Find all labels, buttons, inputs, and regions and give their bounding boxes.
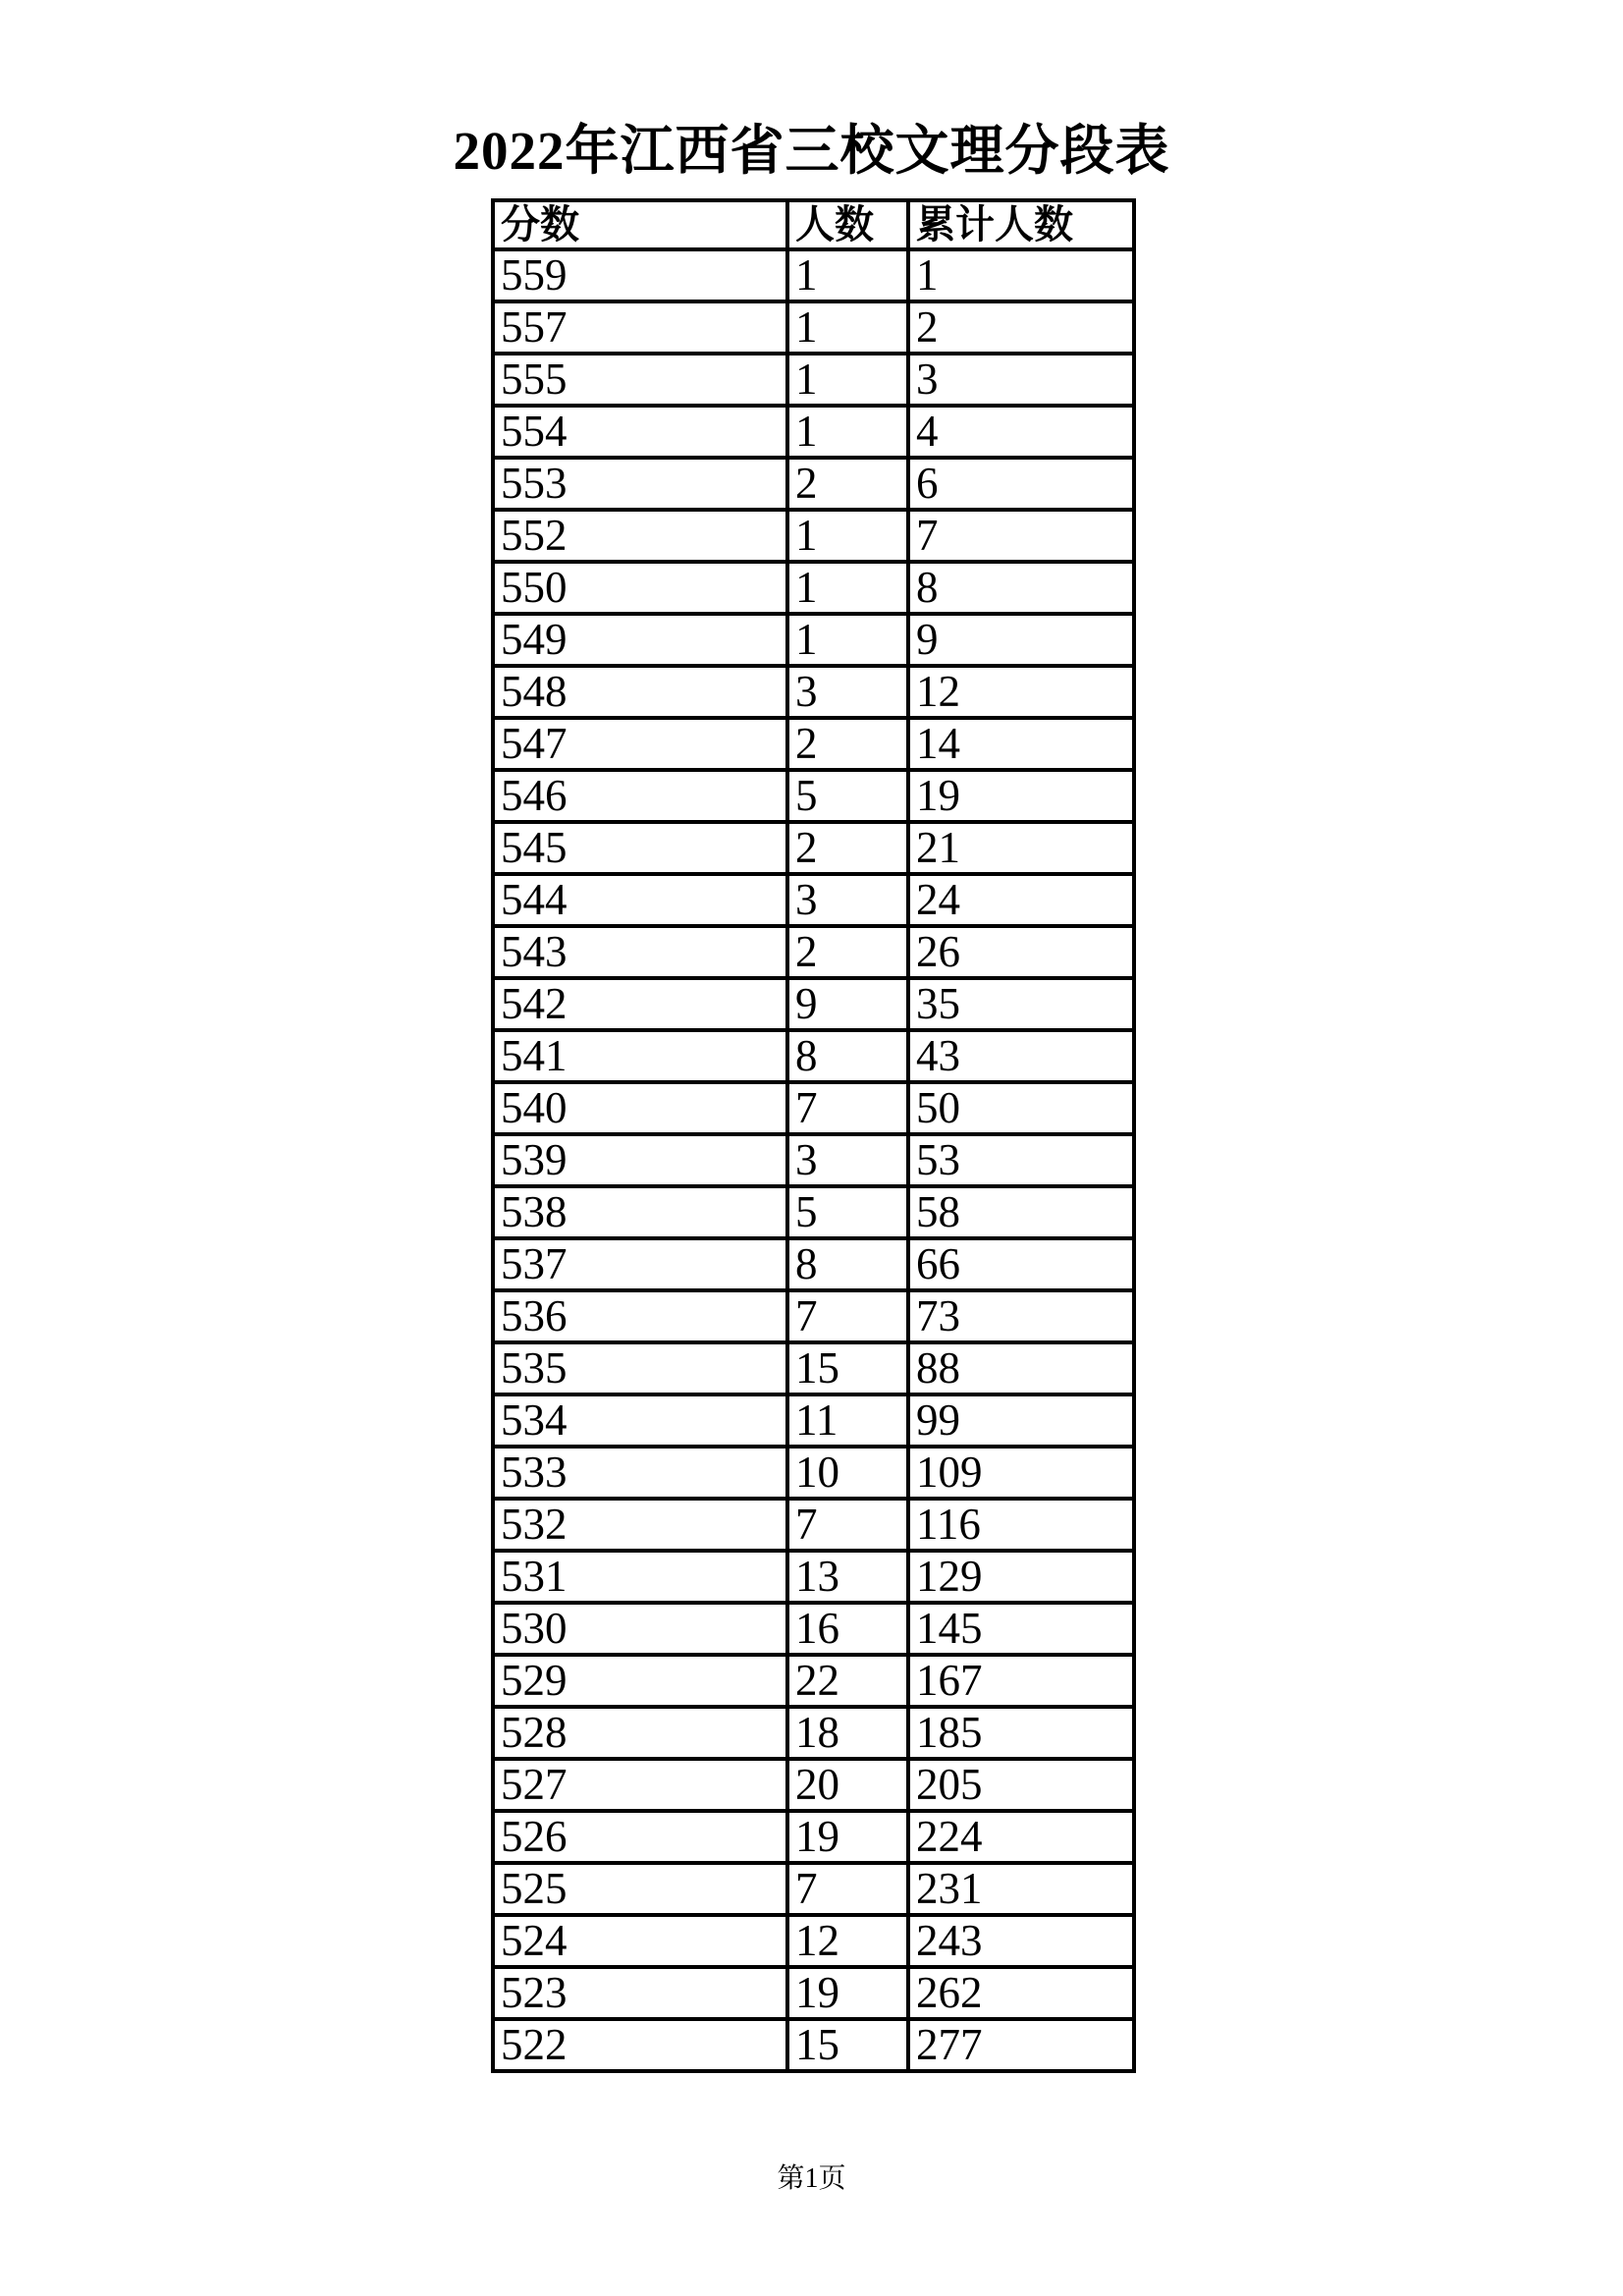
count-cell: 2 <box>787 458 908 510</box>
score-cell: 550 <box>493 562 787 614</box>
cumulative-cell: 43 <box>908 1030 1134 1082</box>
score-cell: 527 <box>493 1759 787 1811</box>
score-cell: 538 <box>493 1186 787 1238</box>
table-row <box>493 1863 1134 1915</box>
score-cell: 548 <box>493 666 787 718</box>
count-cell: 15 <box>787 2019 908 2071</box>
table-row <box>493 1915 1134 1967</box>
page-number: 第1页 <box>777 2163 846 2194</box>
score-cell: 529 <box>493 1655 787 1707</box>
score-cell: 534 <box>493 1394 787 1447</box>
count-cell: 1 <box>787 614 908 666</box>
score-cell: 552 <box>493 510 787 562</box>
table-row <box>493 406 1134 458</box>
score-cell: 535 <box>493 1342 787 1394</box>
table-row <box>493 2019 1134 2071</box>
score-cell: 543 <box>493 926 787 978</box>
cumulative-cell: 12 <box>908 666 1134 718</box>
table-row <box>493 1238 1134 1290</box>
cumulative-cell: 50 <box>908 1082 1134 1134</box>
cumulative-cell: 8 <box>908 562 1134 614</box>
cumulative-cell: 167 <box>908 1655 1134 1707</box>
table-row <box>493 458 1134 510</box>
cumulative-cell: 53 <box>908 1134 1134 1186</box>
score-cell: 523 <box>493 1967 787 2019</box>
cumulative-cell: 35 <box>908 978 1134 1030</box>
table-row <box>493 1499 1134 1551</box>
count-cell: 11 <box>787 1394 908 1447</box>
cumulative-cell: 1 <box>908 249 1134 301</box>
cumulative-cell: 99 <box>908 1394 1134 1447</box>
count-cell: 8 <box>787 1238 908 1290</box>
table-row <box>493 562 1134 614</box>
score-cell: 526 <box>493 1811 787 1863</box>
count-cell: 5 <box>787 1186 908 1238</box>
table-row <box>493 614 1134 666</box>
cumulative-cell: 116 <box>908 1499 1134 1551</box>
cumulative-cell: 145 <box>908 1603 1134 1655</box>
table-row <box>493 1655 1134 1707</box>
cumulative-cell: 185 <box>908 1707 1134 1759</box>
table-row <box>493 1030 1134 1082</box>
header-cumulative: 累计人数 <box>908 200 1134 249</box>
score-cell: 546 <box>493 770 787 822</box>
table-row <box>493 770 1134 822</box>
table-row <box>493 1082 1134 1134</box>
header-count: 人数 <box>787 200 908 249</box>
table-row <box>493 1447 1134 1499</box>
cumulative-cell: 66 <box>908 1238 1134 1290</box>
count-cell: 1 <box>787 562 908 614</box>
count-cell: 12 <box>787 1915 908 1967</box>
table-row <box>493 1759 1134 1811</box>
score-cell: 524 <box>493 1915 787 1967</box>
count-cell: 1 <box>787 510 908 562</box>
table-row <box>493 354 1134 406</box>
count-cell: 2 <box>787 718 908 770</box>
count-cell: 19 <box>787 1811 908 1863</box>
table-row <box>493 822 1134 874</box>
cumulative-cell: 14 <box>908 718 1134 770</box>
count-cell: 15 <box>787 1342 908 1394</box>
cumulative-cell: 6 <box>908 458 1134 510</box>
score-cell: 533 <box>493 1447 787 1499</box>
score-cell: 554 <box>493 406 787 458</box>
score-distribution-table <box>491 198 1136 2073</box>
table-row <box>493 1811 1134 1863</box>
count-cell: 3 <box>787 666 908 718</box>
table-row <box>493 1186 1134 1238</box>
score-cell: 522 <box>493 2019 787 2071</box>
count-cell: 1 <box>787 406 908 458</box>
score-cell: 545 <box>493 822 787 874</box>
cumulative-cell: 224 <box>908 1811 1134 1863</box>
score-cell: 549 <box>493 614 787 666</box>
count-cell: 1 <box>787 354 908 406</box>
score-cell: 539 <box>493 1134 787 1186</box>
score-cell: 557 <box>493 301 787 354</box>
header-score: 分数 <box>493 200 787 249</box>
cumulative-cell: 9 <box>908 614 1134 666</box>
cumulative-cell: 73 <box>908 1290 1134 1342</box>
cumulative-cell: 277 <box>908 2019 1134 2071</box>
table-row <box>493 926 1134 978</box>
cumulative-cell: 26 <box>908 926 1134 978</box>
count-cell: 7 <box>787 1499 908 1551</box>
count-cell: 20 <box>787 1759 908 1811</box>
count-cell: 22 <box>787 1655 908 1707</box>
count-cell: 2 <box>787 926 908 978</box>
count-cell: 19 <box>787 1967 908 2019</box>
table-row <box>493 1290 1134 1342</box>
table-row <box>493 1707 1134 1759</box>
cumulative-cell: 7 <box>908 510 1134 562</box>
table-row <box>493 666 1134 718</box>
count-cell: 2 <box>787 822 908 874</box>
cumulative-cell: 129 <box>908 1551 1134 1603</box>
score-cell: 542 <box>493 978 787 1030</box>
count-cell: 1 <box>787 301 908 354</box>
score-cell: 528 <box>493 1707 787 1759</box>
score-cell: 525 <box>493 1863 787 1915</box>
table-body <box>493 249 1134 2071</box>
cumulative-cell: 3 <box>908 354 1134 406</box>
table-row <box>493 510 1134 562</box>
score-cell: 540 <box>493 1082 787 1134</box>
score-cell: 559 <box>493 249 787 301</box>
cumulative-cell: 262 <box>908 1967 1134 2019</box>
cumulative-cell: 231 <box>908 1863 1134 1915</box>
cumulative-cell: 24 <box>908 874 1134 926</box>
cumulative-cell: 58 <box>908 1186 1134 1238</box>
count-cell: 7 <box>787 1863 908 1915</box>
score-cell: 532 <box>493 1499 787 1551</box>
score-cell: 555 <box>493 354 787 406</box>
table-row <box>493 1134 1134 1186</box>
count-cell: 7 <box>787 1082 908 1134</box>
page-title: 2022年江西省三校文理分段表 <box>453 121 1170 181</box>
score-cell: 547 <box>493 718 787 770</box>
table-row <box>493 1342 1134 1394</box>
table-row <box>493 1967 1134 2019</box>
score-cell: 531 <box>493 1551 787 1603</box>
cumulative-cell: 88 <box>908 1342 1134 1394</box>
table-row <box>493 301 1134 354</box>
score-cell: 537 <box>493 1238 787 1290</box>
cumulative-cell: 21 <box>908 822 1134 874</box>
count-cell: 16 <box>787 1603 908 1655</box>
count-cell: 8 <box>787 1030 908 1082</box>
count-cell: 7 <box>787 1290 908 1342</box>
table-row <box>493 1551 1134 1603</box>
count-cell: 1 <box>787 249 908 301</box>
cumulative-cell: 205 <box>908 1759 1134 1811</box>
count-cell: 5 <box>787 770 908 822</box>
score-cell: 553 <box>493 458 787 510</box>
table-row <box>493 874 1134 926</box>
count-cell: 18 <box>787 1707 908 1759</box>
cumulative-cell: 243 <box>908 1915 1134 1967</box>
table-header-row <box>493 200 1134 249</box>
cumulative-cell: 109 <box>908 1447 1134 1499</box>
table-row <box>493 249 1134 301</box>
table-row <box>493 718 1134 770</box>
score-cell: 544 <box>493 874 787 926</box>
cumulative-cell: 4 <box>908 406 1134 458</box>
table-row <box>493 1394 1134 1447</box>
score-cell: 536 <box>493 1290 787 1342</box>
table-row <box>493 1603 1134 1655</box>
cumulative-cell: 19 <box>908 770 1134 822</box>
count-cell: 3 <box>787 874 908 926</box>
count-cell: 10 <box>787 1447 908 1499</box>
count-cell: 3 <box>787 1134 908 1186</box>
score-cell: 530 <box>493 1603 787 1655</box>
table-row <box>493 978 1134 1030</box>
score-cell: 541 <box>493 1030 787 1082</box>
count-cell: 13 <box>787 1551 908 1603</box>
count-cell: 9 <box>787 978 908 1030</box>
cumulative-cell: 2 <box>908 301 1134 354</box>
